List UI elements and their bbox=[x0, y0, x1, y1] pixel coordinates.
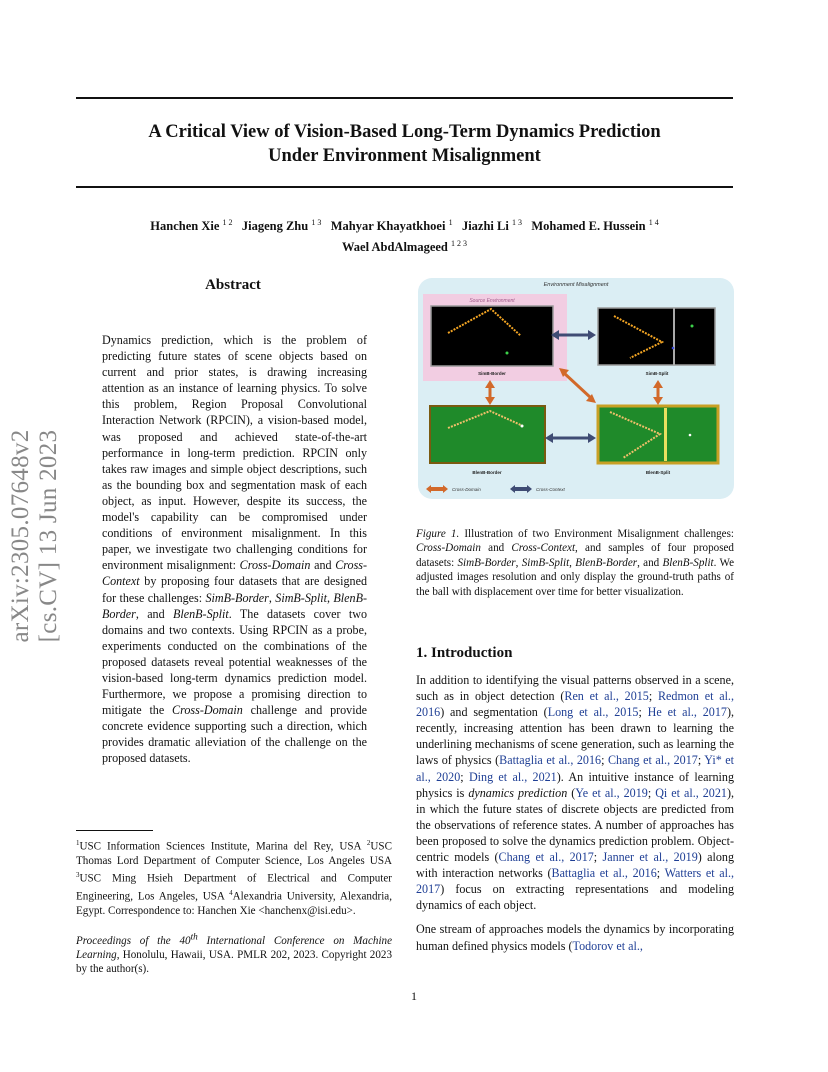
text-run: ). An intuitive instance of learning physics is bbox=[416, 769, 734, 800]
legend-cross-context: Cross-Context bbox=[536, 487, 565, 492]
ball-marker bbox=[506, 352, 509, 355]
simb-border-panel bbox=[431, 306, 553, 366]
citation-link[interactable]: Ye et al., 2019 bbox=[575, 785, 648, 800]
citation-link[interactable]: Long et al., 2015 bbox=[547, 705, 639, 720]
footnote-rule bbox=[76, 830, 153, 831]
author: Jiazhi Li $^{1 3}$ bbox=[461, 218, 522, 234]
citation-link[interactable]: Watters et al., 2017 bbox=[416, 866, 734, 897]
proceedings-note: Proceedings of the 40th International Conference on Machine Learning, Honolulu, Hawaii, USA. PMLR 202, 2023. Copyright 2023 by the author(s). bbox=[76, 932, 392, 976]
ball-marker bbox=[689, 434, 692, 437]
figure-environment-misalignment bbox=[418, 278, 734, 499]
blenb-border-panel bbox=[430, 406, 545, 463]
text-run: ; bbox=[593, 850, 603, 865]
text-run: One stream of approaches models the dynamics by incorporating human defined physics models ( bbox=[416, 922, 734, 953]
simb-border-label: SimB-Border bbox=[478, 371, 506, 376]
split-wall bbox=[664, 408, 667, 461]
text-run: ; bbox=[648, 689, 658, 704]
text-run: ) along with interaction networks ( bbox=[416, 850, 734, 881]
paragraph bbox=[416, 921, 734, 953]
figure-legend bbox=[426, 485, 566, 493]
introduction-text bbox=[416, 672, 734, 962]
text-run: In addition to identifying the visual patterns observed in a scene, such as in object detection ( bbox=[416, 673, 734, 704]
text-run: ; bbox=[647, 785, 656, 800]
author: Wael AbdAlmageed $^{1 2 3}$ bbox=[341, 239, 468, 255]
figure-illustration bbox=[418, 278, 734, 499]
paragraph bbox=[416, 672, 734, 913]
citation-link[interactable]: Redmon et al., 2016 bbox=[416, 689, 734, 720]
blenb-split-label: BlenB-Split bbox=[645, 470, 671, 475]
citation-link[interactable]: Battaglia et al., 2016 bbox=[551, 866, 657, 881]
text-run: ) and segmentation ( bbox=[440, 705, 548, 720]
text-run: ; bbox=[601, 753, 608, 768]
author: Mahyar Khayatkhoei $^1$ bbox=[330, 218, 453, 234]
citation-link[interactable]: Janner et al., 2019 bbox=[602, 850, 698, 865]
citation-link[interactable]: Chang et al., 2017 bbox=[607, 753, 698, 768]
citation-link[interactable]: Ren et al., 2015 bbox=[564, 689, 649, 704]
title-bottom-rule bbox=[76, 186, 733, 188]
ball-marker bbox=[691, 325, 694, 328]
citation-link[interactable]: Ding et al., 2021 bbox=[468, 769, 557, 784]
split-wall bbox=[673, 308, 675, 365]
citation-link[interactable]: Todorov et al., bbox=[572, 938, 643, 953]
top-rule bbox=[76, 97, 733, 99]
citation-link[interactable]: Qi et al., 2021 bbox=[655, 785, 727, 800]
citation-link[interactable]: Yi* et al., 2020 bbox=[416, 753, 735, 784]
author: Hanchen Xie $^{1 2}$ bbox=[150, 218, 233, 234]
citation-link[interactable]: Battaglia et al., 2016 bbox=[499, 753, 602, 768]
paper-title: A Critical View of Vision-Based Long-Term Dynamics Prediction Under Environment Misalignment bbox=[148, 122, 661, 166]
text-run: dynamics prediction bbox=[468, 785, 568, 800]
simb-split-label: SimB-Split bbox=[645, 371, 669, 376]
text-run: ), recently, increasing attention has been drawn to learning the underlining mechanisms of scene generation, such as learning the laws of physics ( bbox=[416, 705, 734, 768]
abstract-heading: Abstract bbox=[205, 277, 261, 293]
figure-title: Environment Misalignment bbox=[543, 282, 609, 288]
legend-cross-domain: Cross-Domain bbox=[452, 487, 481, 492]
text-run: ; bbox=[697, 753, 705, 768]
source-environment-label: Source Environment bbox=[469, 298, 515, 304]
text-run: ; bbox=[460, 769, 469, 784]
blenb-border-label: BlenB-Border bbox=[472, 470, 502, 475]
author: Jiageng Zhu $^{1 3}$ bbox=[241, 218, 322, 234]
text-run: ) focus on extracting representations and modeling dynamics of each object. bbox=[416, 882, 734, 913]
page-number: 1 bbox=[411, 989, 417, 1003]
citation-link[interactable]: He et al., 2017 bbox=[647, 705, 727, 720]
citation-link[interactable]: Chang et al., 2017 bbox=[498, 850, 594, 865]
arxiv-identifier[interactable]: arXiv:2305.07648v2 [cs.CV] 13 Jun 2023 bbox=[7, 429, 62, 643]
ball-marker bbox=[672, 347, 675, 350]
section-heading-introduction: 1. Introduction bbox=[416, 645, 513, 661]
abstract-text: Dynamics prediction, which is the problem of predicting future states of scene objects based on current and prior states, is drawing increasing attention as an instance of learning physics. To solve this problem, Region Proposal Convolutional Interaction Network (RPCIN), a vision-based model, was proposed and achieved state-of-the-art performance in long-term prediction. RPCIN only takes raw images and simple object descriptions, such as the bounding box and segmentation mask of each object, as input. However, despite its success, the model's capability can be compromised under conditions of environment misalignment. In this paper, we investigate two challenging conditions for environment misalignment: Cross-Domain and Cross-Context by proposing four datasets that are designed for these challenges: SimB-Border, SimB-Split, BlenB-Border, and BlenB-Split. The datasets cover two domains and two contexts. Using RPCIN as a probe, experiments conducted on the combinations of the proposed datasets reveal potential weaknesses of the vision-based long-term dynamics prediction model. Furthermore, we propose a promising direction to mitigate the Cross-Domain challenge and provide concrete evidence supporting such a direction, which provides dramatic alleviation of the challenge on the proposed datasets. bbox=[102, 333, 368, 766]
ball-marker bbox=[521, 425, 524, 428]
author: Mohamed E. Hussein $^{1 4}$ bbox=[531, 218, 659, 234]
figure-caption: Figure 1. Illustration of two Environment Misalignment challenges: Cross-Domain and Cross-Context, and samples of four proposed datasets: SimB-Border, SimB-Split, BlenB-Border, and BlenB-Split. We adjusted images resolution and only display the ground-truth paths of the ball with displacement over time for better visualization. bbox=[416, 528, 735, 598]
affiliations-footnote: $^1$USC Information Sciences Institute, Marina del Rey, USA $^2$USC Thomas Lord Department of Computer Science, Los Angeles USA $^3$USC Ming Hsieh Department of Electrical and Computer Engineering, Los Angeles, USA $^4$Alexandria University, Alexandria, Egypt. Correspondence to: Hanchen Xie <hanchenx@isi.edu>. bbox=[76, 839, 392, 917]
text-run: ), in which the future states of discrete objects are predicted from the observations of reference states. A number of approaches has been proposed to solve the dynamics prediction problem. Object-centric models ( bbox=[416, 785, 734, 865]
text-run: ; bbox=[638, 705, 648, 720]
text-run: ( bbox=[567, 785, 576, 800]
text-run: ; bbox=[656, 866, 665, 881]
author-list bbox=[76, 214, 733, 256]
